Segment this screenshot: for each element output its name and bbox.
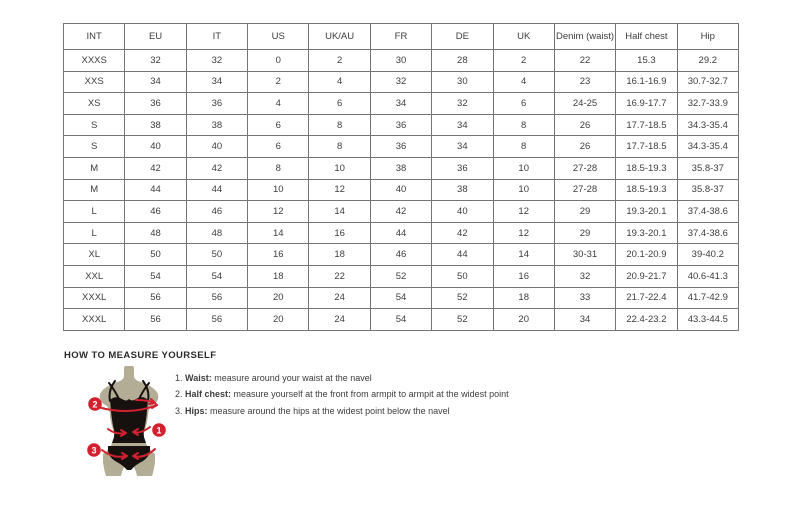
size-cell: 2 (248, 71, 309, 93)
size-cell: M (64, 157, 125, 179)
size-cell: 48 (125, 222, 186, 244)
size-cell: 6 (493, 93, 554, 115)
size-cell: 16 (309, 222, 370, 244)
size-cell: 17.7-18.5 (616, 114, 677, 136)
step-number: 2. (175, 389, 183, 400)
step-label: Half chest: (185, 389, 232, 400)
measure-step-hips (175, 403, 509, 419)
size-cell: 34 (370, 93, 431, 115)
size-cell: 23 (554, 71, 615, 93)
hip-marker (87, 443, 101, 457)
size-cell: 22.4-23.2 (616, 309, 677, 331)
size-cell: 20.1-20.9 (616, 244, 677, 266)
size-row (64, 50, 739, 72)
column-header: FR (370, 24, 431, 50)
size-cell: 32 (125, 50, 186, 72)
waist-marker (152, 423, 166, 437)
size-cell: 0 (248, 50, 309, 72)
size-cell: 22 (554, 50, 615, 72)
size-cell: XXXS (64, 50, 125, 72)
size-cell: 56 (186, 287, 247, 309)
step-number: 1. (175, 373, 183, 383)
size-cell: 35.8-37 (677, 157, 738, 179)
column-header: Half chest (616, 24, 677, 50)
size-cell: 46 (125, 201, 186, 223)
size-cell: 18 (493, 287, 554, 309)
size-cell: 24 (309, 309, 370, 331)
size-cell: 8 (309, 136, 370, 158)
size-cell: 34.3-35.4 (677, 136, 738, 158)
size-cell: 32 (432, 93, 493, 115)
size-cell: 48 (186, 222, 247, 244)
size-cell: 21.7-22.4 (616, 287, 677, 309)
size-cell: 12 (248, 201, 309, 223)
step-text: measure yourself at the front from armpit to armpit at the widest point (231, 389, 509, 400)
step-text: measure around the hips at the widest point below the navel (207, 405, 450, 416)
size-cell: 10 (309, 157, 370, 179)
column-header: INT (64, 24, 125, 50)
size-cell: 12 (309, 179, 370, 201)
size-cell: 50 (125, 244, 186, 266)
size-cell: 8 (248, 157, 309, 179)
size-cell: 40 (432, 201, 493, 223)
size-cell: 39-40.2 (677, 244, 738, 266)
size-cell: 44 (370, 222, 431, 244)
size-cell: 44 (432, 244, 493, 266)
size-cell: 56 (125, 309, 186, 331)
size-cell: 16.1-16.9 (616, 71, 677, 93)
size-cell: 14 (493, 244, 554, 266)
size-row (64, 222, 739, 244)
size-cell: 29 (554, 201, 615, 223)
size-cell: 18 (248, 265, 309, 287)
step-label: Hips: (185, 405, 208, 416)
size-cell: 10 (493, 157, 554, 179)
size-cell: 4 (493, 71, 554, 93)
column-header: US (248, 24, 309, 50)
size-cell: 34 (125, 71, 186, 93)
size-cell: 52 (432, 287, 493, 309)
step-label: Waist: (185, 373, 212, 383)
size-chart-section (63, 23, 739, 331)
size-cell: 4 (248, 93, 309, 115)
size-row (64, 309, 739, 331)
size-cell: XXL (64, 265, 125, 287)
size-cell: 32 (370, 71, 431, 93)
hip-marker-number: 3 (91, 445, 97, 456)
size-cell: 17.7-18.5 (616, 136, 677, 158)
size-cell: XXXL (64, 309, 125, 331)
size-cell: 37.4-38.6 (677, 222, 738, 244)
size-cell: 29.2 (677, 50, 738, 72)
size-cell: 20 (248, 287, 309, 309)
waist-marker-number: 1 (156, 425, 162, 436)
size-cell: 12 (493, 201, 554, 223)
size-cell: 30 (432, 71, 493, 93)
size-cell: 6 (309, 93, 370, 115)
size-cell: 46 (370, 244, 431, 266)
size-cell: 56 (186, 309, 247, 331)
size-cell: 38 (370, 157, 431, 179)
size-cell: 42 (125, 157, 186, 179)
size-cell: 20.9-21.7 (616, 265, 677, 287)
size-cell: 16.9-17.7 (616, 93, 677, 115)
size-cell: 8 (309, 114, 370, 136)
size-row (64, 114, 739, 136)
size-cell: 19.3-20.1 (616, 222, 677, 244)
size-cell: 27-28 (554, 179, 615, 201)
size-cell: 12 (493, 222, 554, 244)
size-cell: 4 (309, 71, 370, 93)
mannequin-figure-icon (78, 366, 172, 478)
size-chart-header-row (64, 24, 739, 50)
size-cell: 40 (125, 136, 186, 158)
size-cell: 8 (493, 114, 554, 136)
size-cell: 34.3-35.4 (677, 114, 738, 136)
size-cell: 40 (370, 179, 431, 201)
size-cell: 10 (248, 179, 309, 201)
size-cell: XXXL (64, 287, 125, 309)
size-cell: 36 (370, 114, 431, 136)
size-cell: 20 (248, 309, 309, 331)
column-header: Denim (waist) (554, 24, 615, 50)
size-row (64, 136, 739, 158)
size-cell: 36 (186, 93, 247, 115)
column-header: UK/AU (309, 24, 370, 50)
size-cell: 52 (370, 265, 431, 287)
size-cell: 38 (432, 179, 493, 201)
size-cell: S (64, 114, 125, 136)
measure-steps (175, 370, 509, 419)
size-row (64, 265, 739, 287)
size-cell: 29 (554, 222, 615, 244)
size-cell: 18.5-19.3 (616, 179, 677, 201)
size-cell: 28 (432, 50, 493, 72)
size-cell: 34 (432, 136, 493, 158)
size-cell: XL (64, 244, 125, 266)
size-cell: 18.5-19.3 (616, 157, 677, 179)
size-cell: 10 (493, 179, 554, 201)
size-chart-body (64, 50, 739, 331)
size-row (64, 179, 739, 201)
size-cell: 44 (125, 179, 186, 201)
size-cell: 34 (186, 71, 247, 93)
measure-figure (78, 366, 172, 478)
size-cell: 22 (309, 265, 370, 287)
measure-step-waist (175, 370, 509, 386)
size-cell: 38 (125, 114, 186, 136)
size-cell: 54 (186, 265, 247, 287)
size-cell: 16 (493, 265, 554, 287)
size-cell: 43.3-44.5 (677, 309, 738, 331)
size-cell: 54 (370, 309, 431, 331)
size-cell: 14 (309, 201, 370, 223)
size-cell: 6 (248, 136, 309, 158)
size-cell: 38 (186, 114, 247, 136)
column-header: IT (186, 24, 247, 50)
size-cell: XS (64, 93, 125, 115)
size-cell: 50 (432, 265, 493, 287)
size-cell: 36 (432, 157, 493, 179)
size-cell: 24 (309, 287, 370, 309)
measure-heading: HOW TO MEASURE YOURSELF (64, 350, 217, 361)
size-cell: S (64, 136, 125, 158)
size-cell: 27-28 (554, 157, 615, 179)
size-cell: 37.4-38.6 (677, 201, 738, 223)
size-row (64, 71, 739, 93)
size-row (64, 93, 739, 115)
size-cell: 8 (493, 136, 554, 158)
size-cell: 34 (554, 309, 615, 331)
size-cell: 36 (125, 93, 186, 115)
size-cell: 2 (309, 50, 370, 72)
column-header: UK (493, 24, 554, 50)
chest-marker (88, 397, 102, 411)
size-cell: 33 (554, 287, 615, 309)
size-cell: 30 (370, 50, 431, 72)
size-cell: 32 (186, 50, 247, 72)
size-cell: 20 (493, 309, 554, 331)
step-number: 3. (175, 405, 183, 416)
chest-marker-number: 2 (92, 399, 98, 410)
size-row (64, 244, 739, 266)
size-chart-table (63, 23, 739, 331)
size-row (64, 201, 739, 223)
size-cell: 54 (125, 265, 186, 287)
size-cell: L (64, 222, 125, 244)
size-cell: 6 (248, 114, 309, 136)
size-cell: 30.7-32.7 (677, 71, 738, 93)
size-cell: 52 (432, 309, 493, 331)
size-cell: 14 (248, 222, 309, 244)
size-cell: 42 (432, 222, 493, 244)
size-cell: 2 (493, 50, 554, 72)
size-cell: 54 (370, 287, 431, 309)
size-cell: 19.3-20.1 (616, 201, 677, 223)
size-cell: 18 (309, 244, 370, 266)
size-cell: 44 (186, 179, 247, 201)
size-cell: 24-25 (554, 93, 615, 115)
size-cell: 50 (186, 244, 247, 266)
size-cell: 40.6-41.3 (677, 265, 738, 287)
size-cell: 56 (125, 287, 186, 309)
size-cell: L (64, 201, 125, 223)
size-cell: 30-31 (554, 244, 615, 266)
size-cell: 32.7-33.9 (677, 93, 738, 115)
column-header: DE (432, 24, 493, 50)
size-cell: 42 (186, 157, 247, 179)
column-header: EU (125, 24, 186, 50)
column-header: Hip (677, 24, 738, 50)
size-cell: 42 (370, 201, 431, 223)
camisole-top (110, 397, 148, 443)
size-cell: 36 (370, 136, 431, 158)
size-row (64, 157, 739, 179)
size-cell: XXS (64, 71, 125, 93)
measure-step-half-chest (175, 386, 509, 402)
size-cell: M (64, 179, 125, 201)
size-cell: 34 (432, 114, 493, 136)
size-cell: 32 (554, 265, 615, 287)
size-cell: 40 (186, 136, 247, 158)
size-cell: 41.7-42.9 (677, 287, 738, 309)
size-cell: 15.3 (616, 50, 677, 72)
size-cell: 26 (554, 136, 615, 158)
size-cell: 46 (186, 201, 247, 223)
size-cell: 35.8-37 (677, 179, 738, 201)
size-cell: 16 (248, 244, 309, 266)
size-row (64, 287, 739, 309)
size-cell: 26 (554, 114, 615, 136)
step-text: measure around your waist at the navel (211, 373, 372, 383)
